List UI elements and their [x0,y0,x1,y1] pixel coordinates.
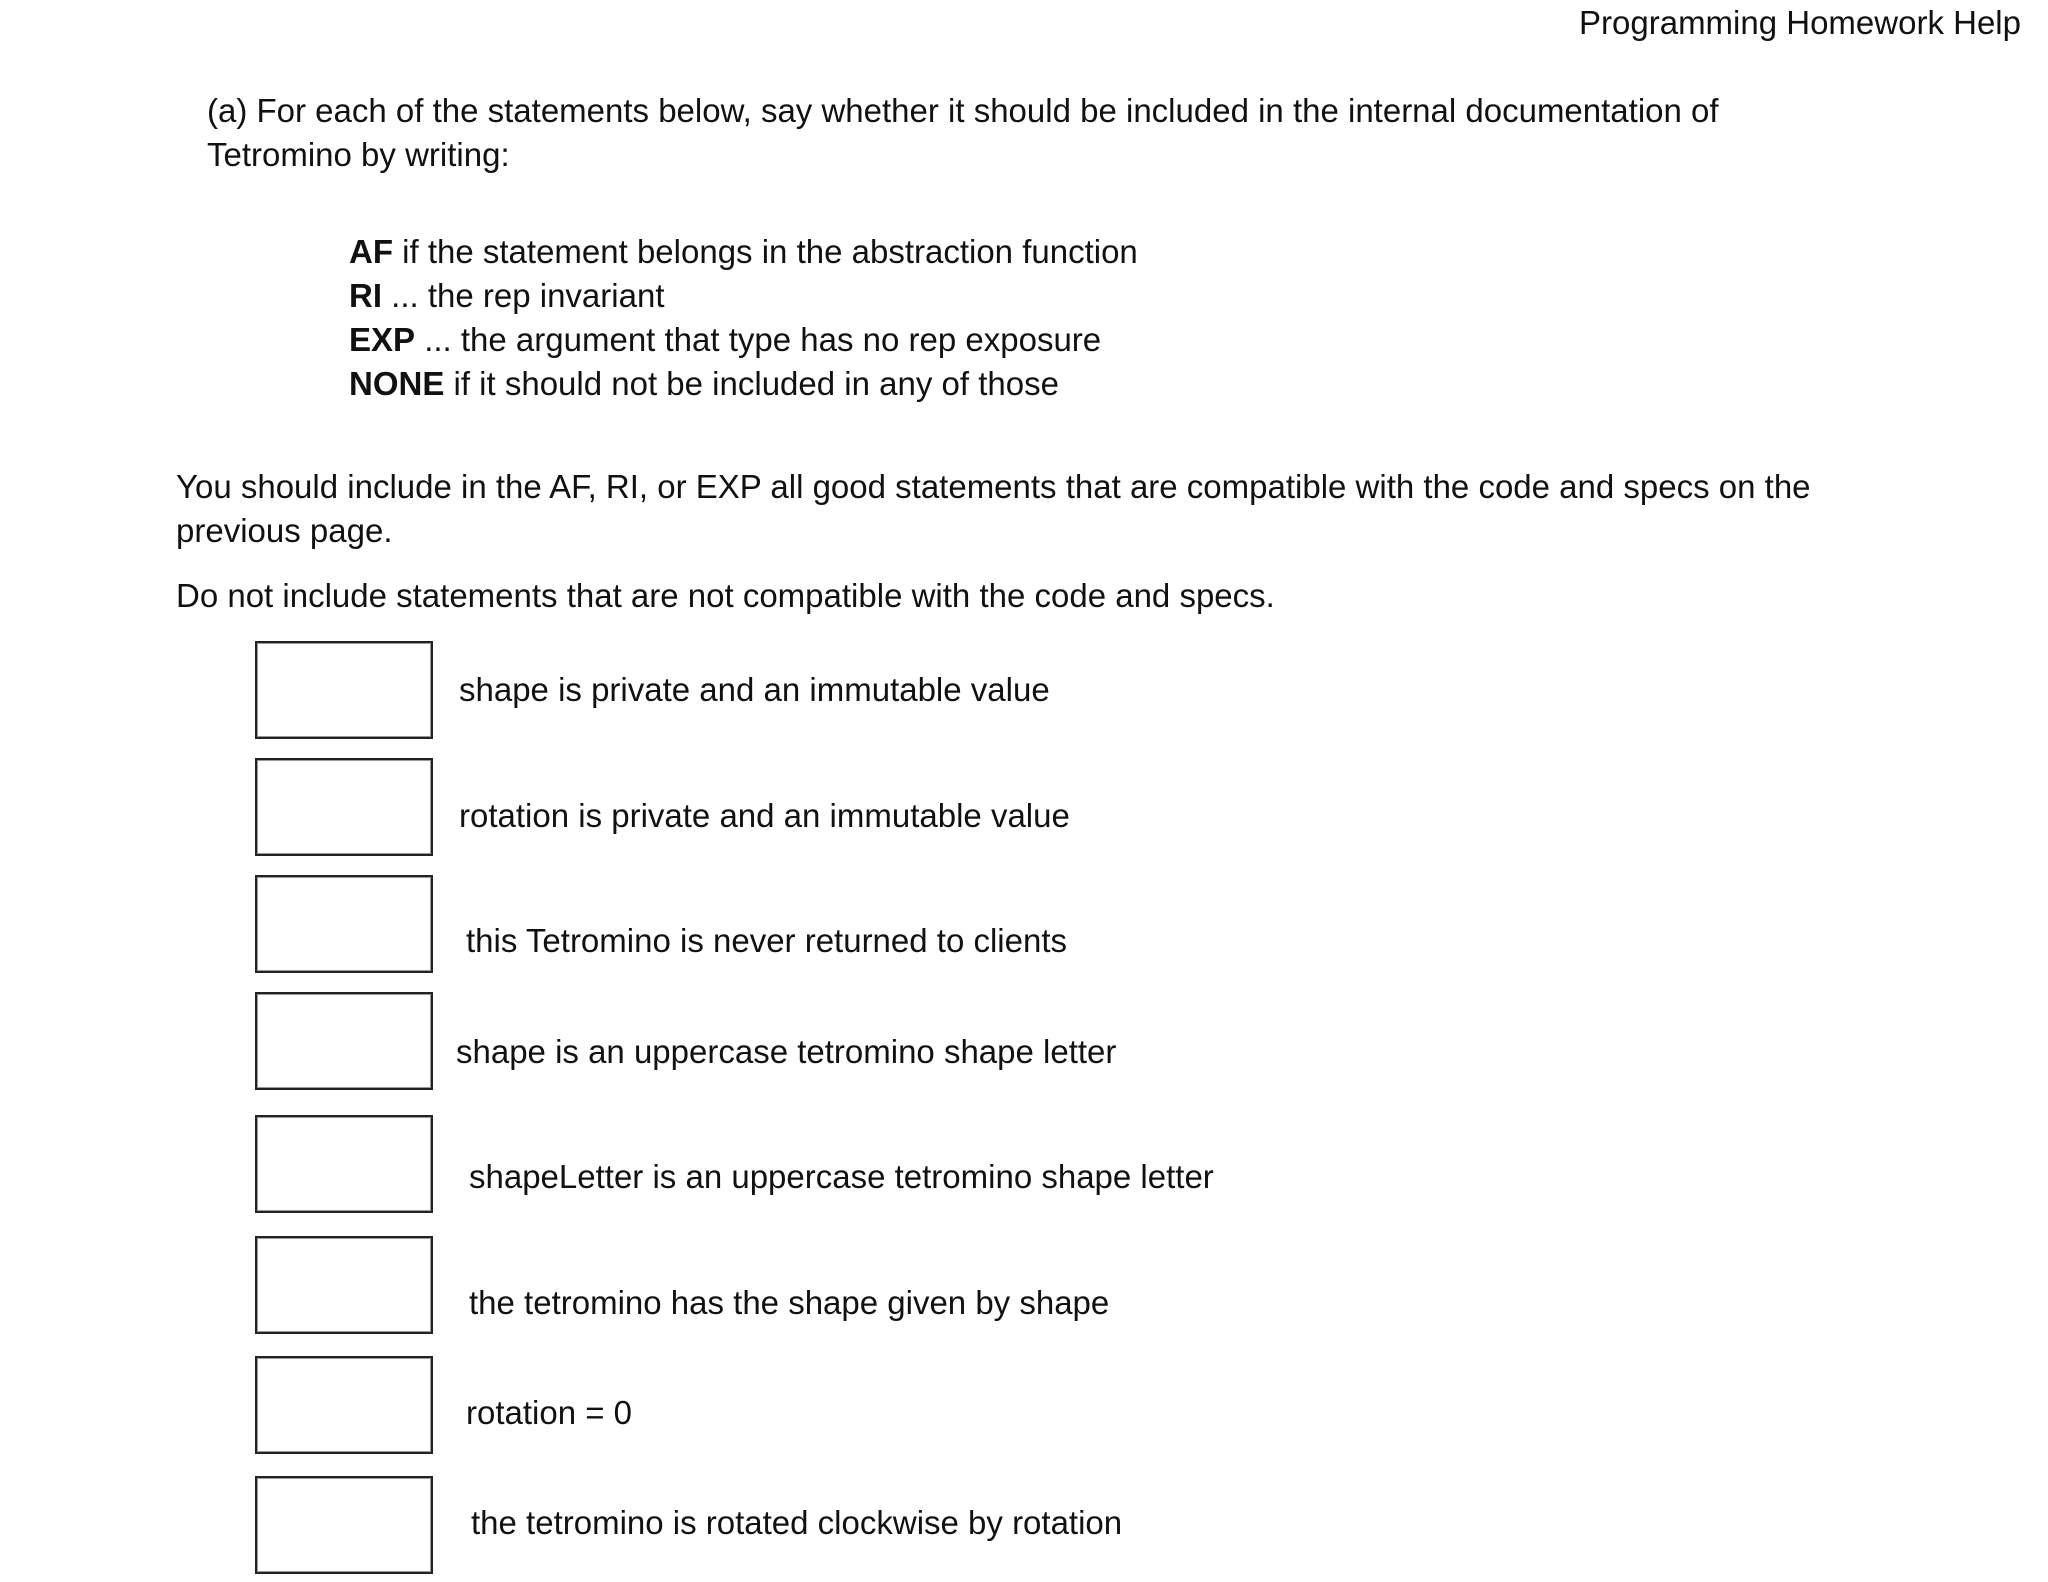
statement-4: shape is an uppercase tetromino shape letter [456,1033,1117,1070]
legend-item-none: NONE if it should not be included in any of those [349,365,1059,402]
legend-item-ri: RI ... the rep invariant [349,277,665,314]
answer-box-2[interactable] [255,758,433,856]
answer-box-1[interactable] [255,641,433,739]
statement-6: the tetromino has the shape given by shape [469,1284,1110,1321]
statement-1: shape is private and an immutable value [459,671,1050,708]
statement-5: shapeLetter is an uppercase tetromino shape letter [469,1158,1214,1195]
statement-2: rotation is private and an immutable value [459,797,1070,834]
answer-box-4[interactable] [255,992,433,1090]
answer-box-3[interactable] [255,875,433,973]
instructions-paragraph: You should include in the AF, RI, or EXP all good statements that are compatible with the code and specs on the previous page. [176,468,1811,549]
statement-3: this Tetromino is never returned to clients [466,922,1068,959]
legend-item-af: AF if the statement belongs in the abstraction function [349,233,1138,270]
answer-box-6[interactable] [255,1236,433,1334]
statement-7: rotation = 0 [466,1394,633,1431]
answer-box-7[interactable] [255,1356,433,1454]
legend-item-exp: EXP ... the argument that type has no rep exposure [349,321,1102,358]
legend [349,230,1138,406]
page-header-title: Programming Homework Help [1579,4,2021,41]
answer-box-5[interactable] [255,1115,433,1213]
question-intro: (a) For each of the statements below, say whether it should be included in the internal documentation of Tetromino by writing: [207,92,1719,173]
instructions-warning: Do not include statements that are not compatible with the code and specs. [176,577,1275,614]
answer-box-8[interactable] [255,1476,433,1574]
statement-8: the tetromino is rotated clockwise by rotation [471,1504,1123,1541]
